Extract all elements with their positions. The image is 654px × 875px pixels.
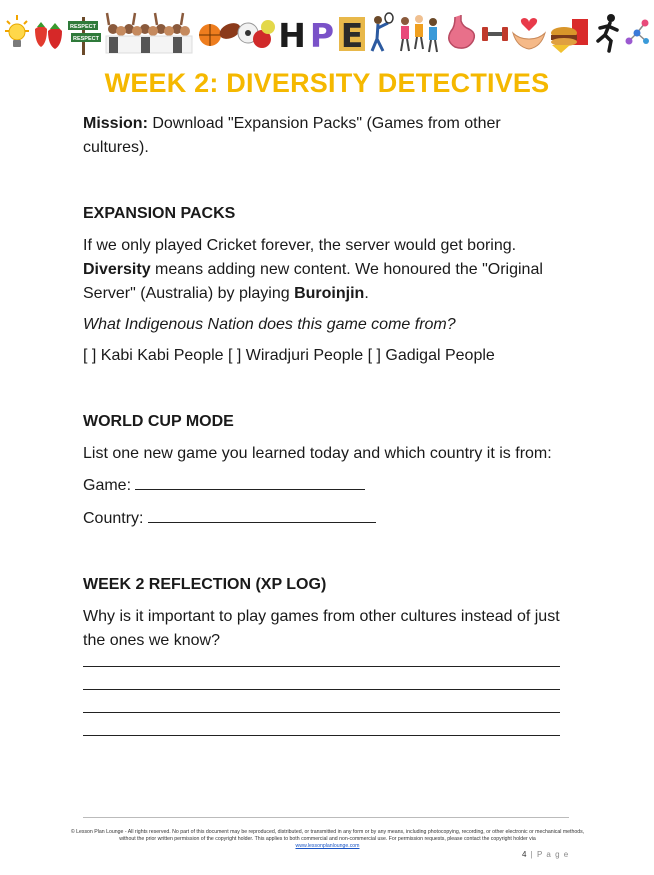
reflection-answer-lines [83, 660, 563, 736]
nation-choices[interactable]: [ ] Kabi Kabi People [ ] Wiradjuri People [ ] Gadigal People [83, 347, 495, 364]
sports-balls-icon [196, 8, 276, 58]
expansion-text-2: means adding new content. We honoured the "Original Server" (Australia) by playing [83, 261, 543, 302]
expansion-paragraph [83, 234, 563, 306]
website-link[interactable]: www.lessonplanlounge.com [295, 843, 360, 849]
respect-signpost-icon [66, 8, 102, 58]
page-number [522, 850, 569, 859]
expansion-text-end: . [364, 285, 369, 302]
footer-divider [83, 817, 569, 818]
expansion-packs-heading: EXPANSION PACKS [83, 205, 236, 222]
mission-text: Download "Expansion Packs" (Games from other cultures). [83, 115, 501, 156]
hpe-letters-icon [277, 8, 367, 58]
page-title: WEEK 2: DIVERSITY DETECTIVES [104, 68, 550, 98]
world-cup-prompt: List one new game you learned today and which country it is from: [83, 445, 552, 462]
world-cup-heading: WORLD CUP MODE [83, 413, 234, 430]
answer-line[interactable] [83, 690, 560, 713]
copyright-notice [70, 829, 585, 850]
junk-food-icon [548, 8, 592, 58]
dumbbell-icon [480, 8, 510, 58]
answer-line[interactable] [83, 713, 560, 736]
heart-in-hands-icon [511, 8, 547, 58]
diversity-term: Diversity [83, 261, 151, 278]
kids-playing-icon [395, 8, 441, 58]
buroinjin-term: Buroinjin [294, 285, 365, 302]
worksheet-content [83, 112, 563, 736]
hpe-letter-e: E [341, 16, 364, 55]
header-icon-banner [4, 8, 650, 58]
mission-label: Mission: [83, 115, 148, 132]
mission-statement [83, 112, 563, 160]
country-field [83, 506, 563, 531]
reflection-prompt: Why is it important to play games from other cultures instead of just the ones we know? [83, 608, 560, 649]
lightbulb-icon [4, 8, 30, 58]
running-person-icon [593, 8, 623, 58]
respect-sign-bottom: RESPECT [73, 36, 100, 42]
hpe-letter-p: P [310, 16, 335, 55]
tennis-player-icon [368, 8, 394, 58]
answer-line[interactable] [83, 660, 560, 667]
answer-line[interactable] [83, 667, 560, 690]
copyright-text: © Lesson Plan Lounge - All rights reserved. No part of this document may be reproduced, distributed, or transmitted in any form or by any means, including photocopying, recording, or other electronic or mechanical methods, without the prior written permission of the copyright holder. This applies to both commercial and non-commercial use. For permission requests, please contact the copyright holder via [70, 829, 585, 842]
game-blank[interactable] [135, 473, 365, 490]
hpe-letter-h: H [278, 16, 307, 55]
page-word: P a g e [536, 850, 570, 859]
reflection-heading: WEEK 2 REFLECTION (XP LOG) [83, 576, 327, 593]
country-blank[interactable] [148, 506, 376, 523]
game-label: Game: [83, 477, 132, 494]
page-number-value: 4 [522, 850, 528, 859]
expansion-text-1: If we only played Cricket forever, the server would get boring. [83, 237, 517, 254]
page-separator: | [527, 850, 537, 859]
raised-hands-people-icon [103, 8, 195, 58]
nation-question: What Indigenous Nation does this game come from? [83, 316, 456, 333]
strawberries-icon [31, 8, 65, 58]
stomach-icon [443, 8, 479, 58]
game-field [83, 473, 563, 498]
respect-sign-top: RESPECT [70, 24, 97, 30]
country-label: Country: [83, 510, 144, 527]
molecule-icon [624, 8, 650, 58]
